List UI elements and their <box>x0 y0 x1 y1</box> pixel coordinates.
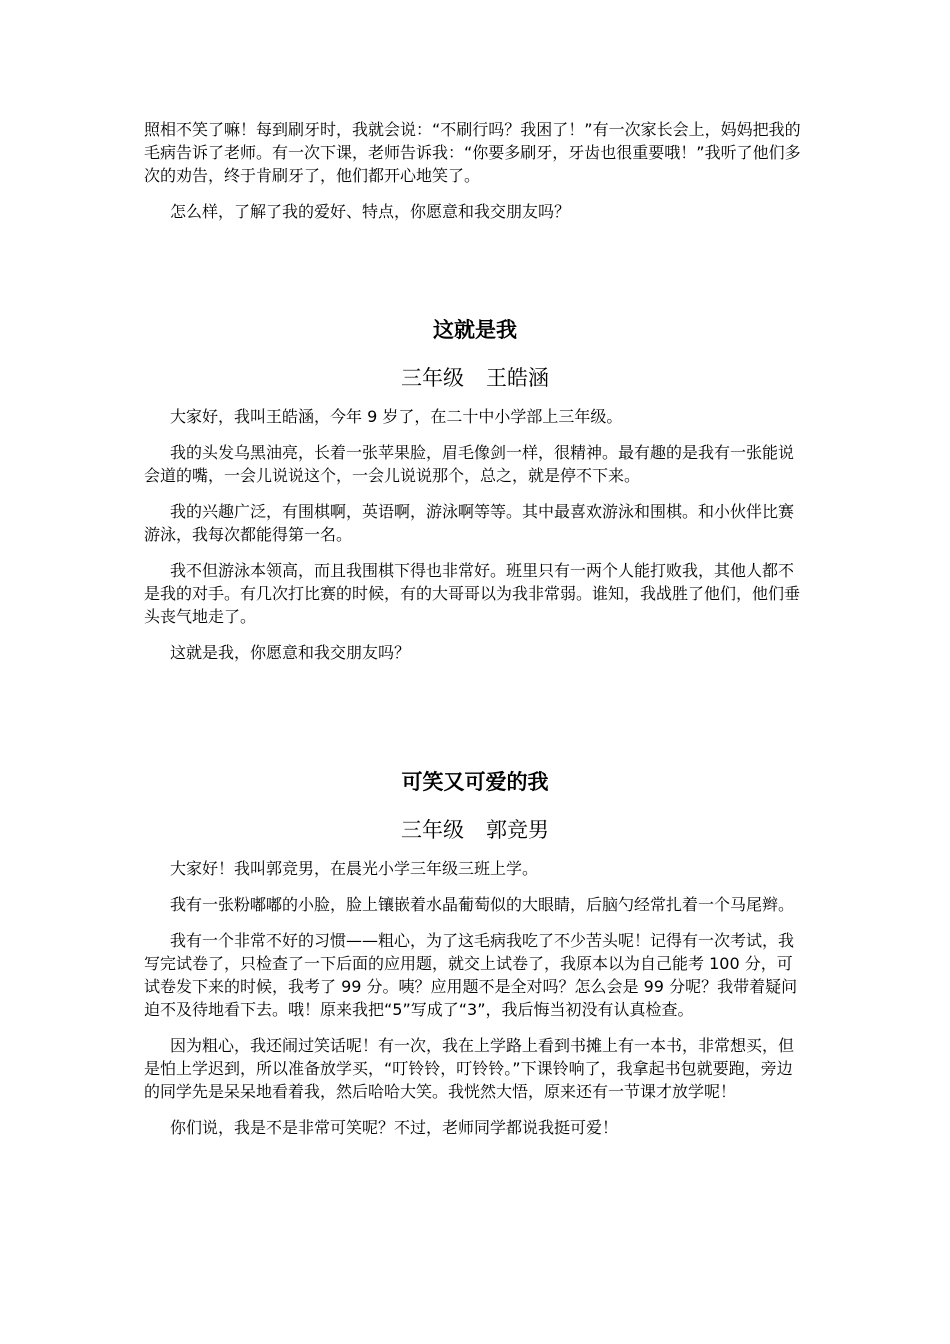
essay-2 <box>144 768 806 1152</box>
paragraph: 我有一个非常不好的习惯——粗心，为了这毛病我吃了不少苦头呢！记得有一次考试，我写完试卷了，只检查了一下后面的应用题，就交上试卷了，我原本以为自己能考 100 分，可试卷发下来的时候，我考了 99 分。咦？应用题不是全对吗？怎么会是 99 分呢？我带着疑问迫不及待地看下去。哦！原来我把“5”写成了“3”，我后悔当初没有认真检查。 <box>144 931 798 1019</box>
essay-grade: 三年级 <box>401 818 464 842</box>
paragraph: 这就是我，你愿意和我交朋友吗？ <box>170 643 411 662</box>
paragraph: 大家好，我叫王皓涵，今年 9 岁了，在二十中小学部上三年级。 <box>170 407 623 426</box>
essay-byline <box>144 364 806 392</box>
paragraph: 我有一张粉嘟嘟的小脸，脸上镶嵌着水晶葡萄似的大眼睛，后脑勺经常扎着一个马尾辫。 <box>170 895 795 914</box>
essay-author: 郭竞男 <box>486 818 549 842</box>
paragraph: 怎么样，了解了我的爱好、特点，你愿意和我交朋友吗？ <box>170 202 571 221</box>
paragraph: 大家好！我叫郭竞男，在晨光小学三年级三班上学。 <box>170 859 539 878</box>
paragraph: 我的头发乌黑油亮，长着一张苹果脸，眉毛像剑一样，很精神。最有趣的是我有一张能说会道的嘴，一会儿说说这个，一会儿说说那个，总之，就是停不下来。 <box>144 443 795 485</box>
paragraph: 照相不笑了嘛！每到刷牙时，我就会说：“不刷行吗？我困了！”有一次家长会上，妈妈把我的毛病告诉了老师。有一次下课，老师告诉我：“你要多刷牙，牙齿也很重要哦！”我听了他们多次的劝告，终于肯刷牙了，他们都开心地笑了。 <box>144 120 801 185</box>
essay-author: 王皓涵 <box>486 366 549 390</box>
essay-title: 这就是我 <box>433 318 517 342</box>
paragraph: 我的兴趣广泛，有围棋啊，英语啊，游泳啊等等。其中最喜欢游泳和围棋。和小伙伴比赛游泳，我每次都能得第一名。 <box>144 502 795 544</box>
essay-title: 可笑又可爱的我 <box>401 770 549 794</box>
paragraph: 我不但游泳本领高，而且我围棋下得也非常好。班里只有一两个人能打败我，其他人都不是我的对手。有几次打比赛的时候，有的大哥哥以为我非常弱。谁知，我战胜了他们，他们垂头丧气地走了。 <box>144 561 801 626</box>
essay-1 <box>144 316 806 677</box>
continued-essay <box>144 118 806 236</box>
essay-byline <box>144 816 806 844</box>
essay-grade: 三年级 <box>401 366 464 390</box>
paragraph: 你们说，我是不是非常可笑呢？不过，老师同学都说我挺可爱！ <box>170 1118 619 1137</box>
paragraph: 因为粗心，我还闹过笑话呢！有一次，我在上学路上看到书摊上有一本书，非常想买，但是怕上学迟到，所以准备放学买，“叮铃铃，叮铃铃。”下课铃响了，我拿起书包就要跑，旁边的同学先是呆呆地看着我，然后哈哈大笑。我恍然大悟，原来还有一节课才放学呢！ <box>144 1036 795 1101</box>
